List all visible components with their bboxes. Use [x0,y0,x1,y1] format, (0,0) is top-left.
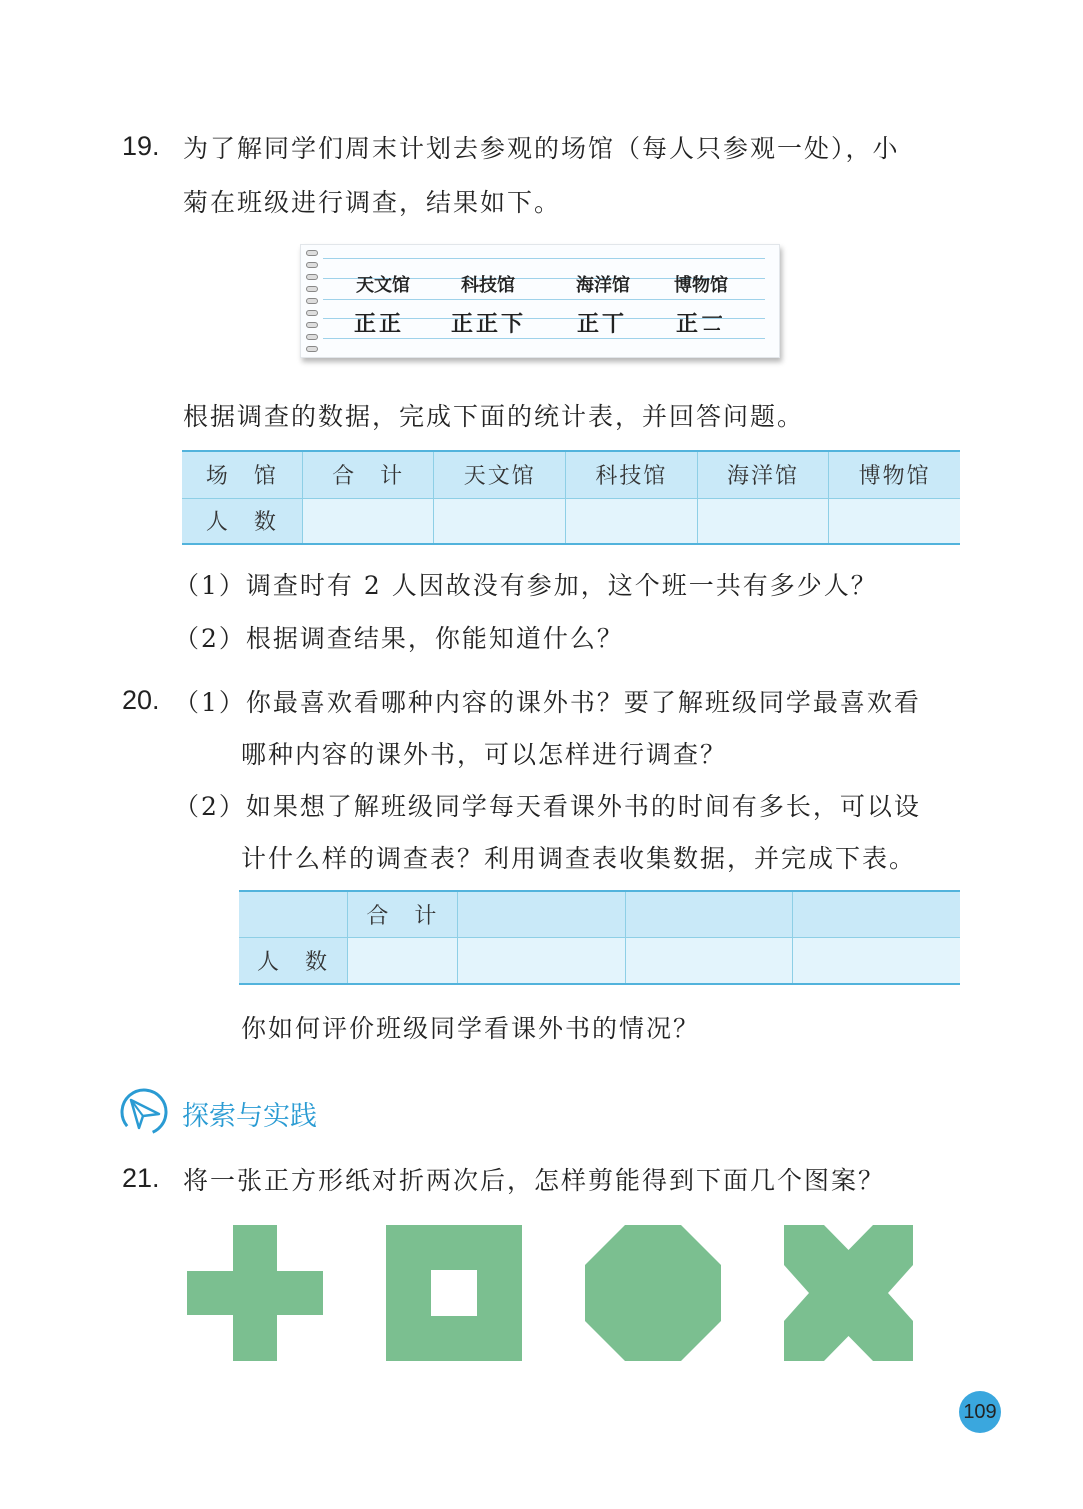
q19-number: 19. [122,131,160,161]
table1-header-haiyang: 海洋馆 [697,451,829,498]
x-shape [784,1225,913,1361]
table2-header-total: 合 计 [347,891,457,937]
tally-tianwen: 正正 [354,312,405,337]
q20-question: 你如何评价班级同学看课外书的情况？ [241,1014,701,1043]
q20-p2-line2: 计什么样的调查表？利用调查表收集数据，并完成下表。 [241,844,917,873]
venue-stats-table [182,450,960,545]
notebook-header-tianwen: 天文馆 [356,275,410,296]
table2-cell-total[interactable] [347,937,457,984]
q19-instruction: 根据调查的数据，完成下面的统计表，并回答问题。 [183,402,805,431]
table1-cell-haiyang[interactable] [697,498,829,544]
table1-cell-keji[interactable] [566,498,698,544]
q19-sub2: （2）根据调查结果，你能知道什么？ [174,624,624,653]
tally-keji: 正正下 [451,312,527,337]
reading-time-table [239,890,960,985]
square-with-hole-shape [386,1225,522,1361]
table2-row-label-count: 人 数 [239,937,347,984]
table2-header-col1[interactable] [457,891,625,937]
cross-shape [187,1225,323,1361]
page-number: 109 [959,1391,1001,1433]
tally-bowu: 正𠄟 [676,312,727,337]
q20-p2-line1: （2）如果想了解班级同学每天看课外书的时间有多长，可以设 [174,792,921,821]
notebook-header-bowu: 博物馆 [674,275,728,296]
q19-text-line1: 为了解同学们周末计划去参观的场馆（每人只参观一处），小 [183,134,900,163]
paper-plane-icon [118,1086,170,1138]
table1-header-venue: 场 馆 [182,451,302,498]
q21-text: 将一张正方形纸对折两次后，怎样剪能得到下面几个图案？ [183,1166,886,1195]
q20-p1-line1: （1）你最喜欢看哪种内容的课外书？要了解班级同学最喜欢看 [174,688,921,717]
table2-header-col3[interactable] [793,891,960,937]
table1-row-label-count: 人 数 [182,498,302,544]
table1-header-bowu: 博物馆 [829,451,960,498]
section-title: 探索与实践 [182,1101,317,1132]
q19-text-line2: 菊在班级进行调查，结果如下。 [183,188,562,217]
table1-cell-tianwen[interactable] [434,498,566,544]
q21-number: 21. [122,1163,160,1193]
notebook-header-keji: 科技馆 [461,275,515,296]
q20-number: 20. [122,685,160,715]
table2-header-col2[interactable] [625,891,793,937]
tally-haiyang: 正丅 [577,312,628,337]
table2-cell-1[interactable] [457,937,625,984]
table1-header-total: 合 计 [302,451,434,498]
notebook-header-haiyang: 海洋馆 [576,275,630,296]
table1-cell-bowu[interactable] [829,498,960,544]
table2-header-blank[interactable] [239,891,347,937]
table2-cell-2[interactable] [625,937,793,984]
table1-header-tianwen: 天文馆 [434,451,566,498]
q19-sub1: （1）调查时有 2 人因故没有参加，这个班一共有多少人？ [174,571,878,600]
table2-cell-3[interactable] [793,937,960,984]
tally-notebook [300,244,780,358]
octagon-shape [585,1225,721,1361]
table1-header-keji: 科技馆 [566,451,698,498]
table1-cell-total[interactable] [302,498,434,544]
q20-p1-line2: 哪种内容的课外书，可以怎样进行调查？ [241,740,728,769]
